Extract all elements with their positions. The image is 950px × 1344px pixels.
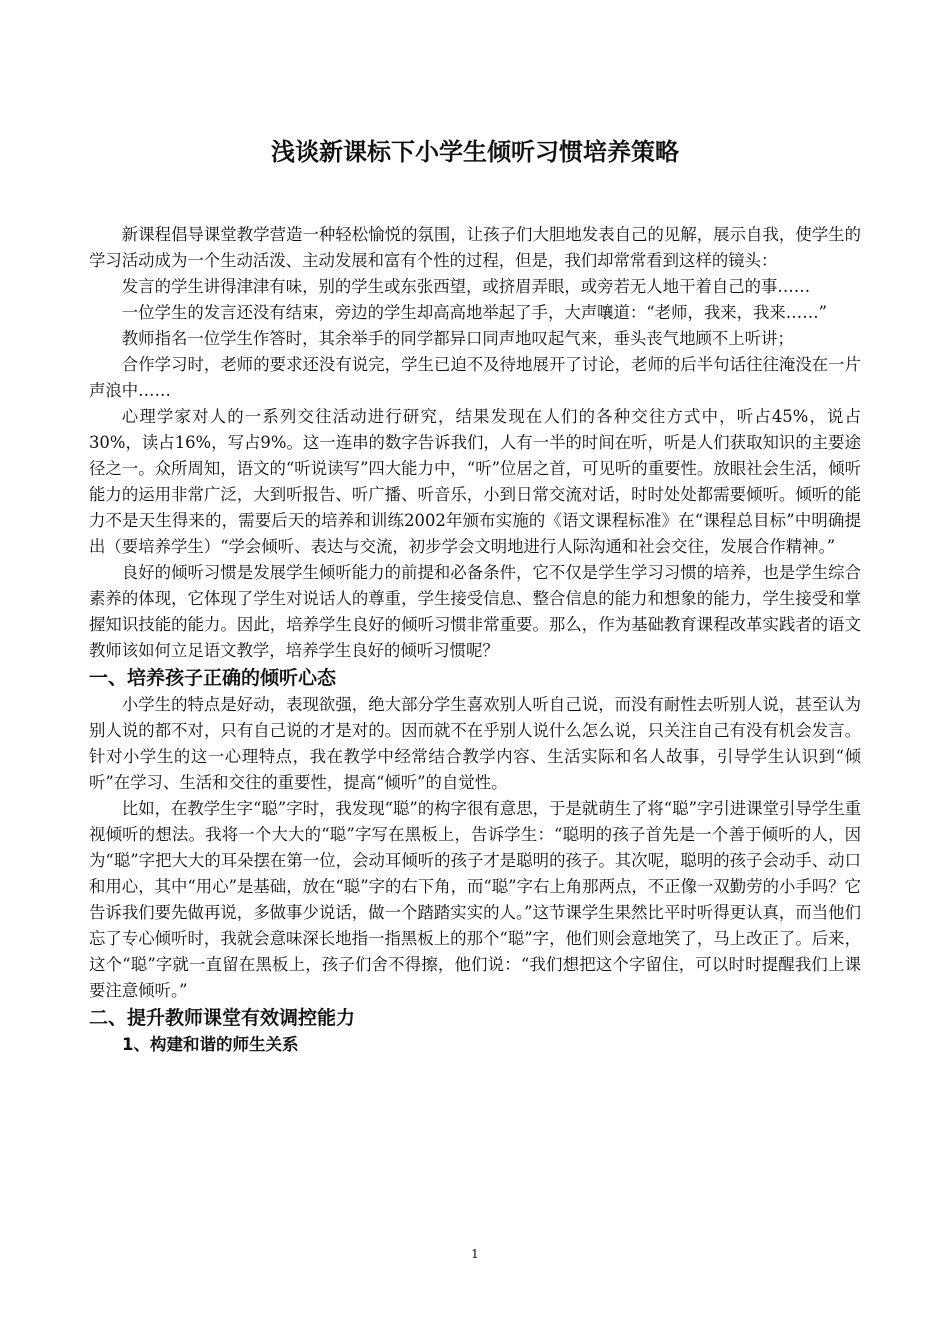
importance-paragraph: 良好的倾听习惯是发展学生倾听能力的前提和必备条件，它不仅是学生学习习惯的培养，也是学生综合素养的体现，它体现了学生对说话人的尊重，学生接受信息、整合信息的能力和想象的能力，学生接受和掌握知识技能的能力。因此，培养学生良好的倾听习惯非常重要。那么，作为基础教育课程改革实践者的语文教师该如何立足语文教学，培养学生良好的倾听习惯呢？ [89, 563, 861, 660]
document-body [89, 222, 861, 1058]
scene-paragraph: 发言的学生讲得津津有味，别的学生或东张西望，或挤眉弄眼，或旁若无人地干着自己的事…… [121, 277, 811, 296]
section-heading: 二、提升教师课堂有效调控能力 [89, 1007, 356, 1029]
intro-paragraph: 新课程倡导课堂教学营造一种轻松愉悦的氛围，让孩子们大胆地发表自己的见解，展示自我，使学生的学习活动成为一个生动活泼、主动发展和富有个性的过程，但是，我们却常常看到这样的镜头： [89, 225, 861, 270]
section-paragraph: 小学生的特点是好动，表现欲强，绝大部分学生喜欢别人听自己说，而没有耐性去听别人说，甚至认为别人说的都不对，只有自己说的才是对的。因而就不在乎别人说什么怎么说，只关注自己有没有机会发言。针对小学生的这一心理特点，我在教学中经常结合教学内容、生活实际和名人故事，引导学生认识到“倾听”在学习、生活和交往的重要性，提高“倾听”的自觉性。 [89, 695, 861, 792]
document-title: 浅谈新课标下小学生倾听习惯培养策略 [271, 138, 679, 166]
subsection-heading: 1、构建和谐的师生关系 [122, 1035, 299, 1054]
page-number: 1 [471, 1247, 479, 1261]
section-paragraph: 比如，在教学生字“聪”字时，我发现“聪”的构字很有意思，于是就萌生了将“聪”字引进课堂引导学生重视倾听的想法。我将一个大大的“聪”字写在黑板上，告诉学生：“聪明的孩子首先是一个善于倾听的人，因为“聪”字把大大的耳朵摆在第一位，会动耳倾听的孩子才是聪明的孩子。其次呢，聪明的孩子会动手、动口和用心，其中“用心”是基础，放在“聪”字的右下角，而“聪”字右上角那两点，不正像一双勤劳的小手吗？它告诉我们要先做再说，多做事少说话，做一个踏踏实实的人。”这节课学生果然比平时听得更认真，而当他们忘了专心倾听时，我就会意味深长地指一指黑板上的那个“聪”字，他们则会意地笑了，马上改正了。后来，这个“聪”字就一直留在黑板上，孩子们舍不得擦，他们说：“我们想把这个字留住，可以时时提醒我们上课要注意倾听。” [89, 799, 861, 1000]
scene-paragraph: 教师指名一位学生作答时，其余举手的同学都异口同声地叹起气来，垂头丧气地顾不上听讲； [121, 329, 794, 348]
scene-paragraph: 一位学生的发言还没有结束，旁边的学生却高高地举起了手，大声嚷道：“老师，我来，我来……” [121, 303, 827, 322]
section-heading: 一、培养孩子正确的倾听心态 [89, 667, 337, 689]
scene-paragraph: 合作学习时，老师的要求还没有说完，学生已迫不及待地展开了讨论，老师的后半句话往往淹没在一片声浪中…… [89, 355, 861, 400]
research-paragraph: 心理学家对人的一系列交往活动进行研究，结果发现在人们的各种交往方式中，听占45%，说占30%，读占16%，写占9%。这一连串的数字告诉我们，人有一半的时间在听，听是人们获取知识的主要途径之一。众所周知，语文的“听说读写”四大能力中，“听”位居之首，可见听的重要性。放眼社会生活，倾听能力的运用非常广泛，大到听报告、听广播、听音乐，小到日常交流对话，时时处处都需要倾听。倾听的能力不是天生得来的，需要后天的培养和训练2002年颁布实施的《语文课程标准》在“课程总目标”中明确提出（要培养学生）“学会倾听、表达与交流，初步学会文明地进行人际沟通和社会交往，发展合作精神。” [89, 407, 861, 556]
